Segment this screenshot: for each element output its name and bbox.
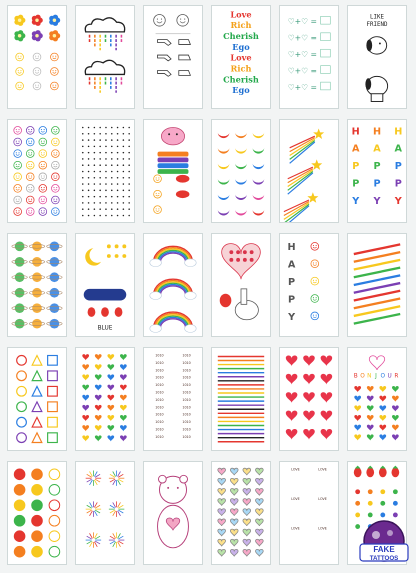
svg-text:Rich: Rich: [230, 20, 252, 31]
svg-text:1010: 1010: [182, 397, 191, 402]
svg-text:Y: Y: [373, 195, 381, 207]
svg-text:H: H: [394, 126, 403, 138]
svg-text:1010: 1010: [155, 405, 164, 410]
svg-text:1010: 1010: [155, 427, 164, 432]
svg-text:♡+♡ =: ♡+♡ =: [287, 82, 317, 92]
tattoo-card-bear: [143, 461, 203, 565]
svg-text:A: A: [287, 259, 296, 271]
svg-text:N: N: [367, 373, 372, 380]
fake-tattoos-logo: [356, 519, 412, 567]
svg-text:O: O: [360, 373, 365, 380]
svg-text:LIKE: LIKE: [370, 14, 384, 21]
svg-text:LOVE: LOVE: [291, 497, 300, 502]
tattoo-artwork: [76, 348, 134, 450]
svg-text:1010: 1010: [182, 383, 191, 388]
svg-text:1010: 1010: [155, 434, 164, 439]
tattoo-artwork: [348, 348, 406, 450]
svg-text:Ego: Ego: [232, 41, 250, 52]
svg-text:Ego: Ego: [232, 85, 250, 96]
tattoo-artwork: [8, 120, 66, 222]
tattoo-artwork: [144, 234, 202, 336]
svg-text:1010: 1010: [182, 405, 191, 410]
svg-text:1010: 1010: [182, 427, 191, 432]
tattoo-artwork: [76, 6, 134, 108]
svg-text:J: J: [375, 373, 377, 380]
tattoo-artwork: [212, 6, 270, 108]
tattoo-card-rainbow-stripes: [211, 347, 271, 451]
tattoo-card-red-hearts: [279, 347, 339, 451]
tattoo-card-planets: [7, 233, 67, 337]
svg-text:LOVE: LOVE: [318, 467, 327, 472]
svg-text:LOVE: LOVE: [291, 467, 300, 472]
tattoo-artwork: [348, 6, 406, 108]
svg-text:Love: Love: [230, 52, 252, 63]
svg-text:Y: Y: [288, 311, 296, 323]
tattoo-card-like-friend: [347, 5, 407, 109]
tattoo-artwork: [76, 120, 134, 222]
tattoo-artwork: [76, 234, 134, 336]
svg-text:Love: Love: [230, 9, 252, 20]
tattoo-artwork: [212, 348, 270, 450]
svg-text:Y: Y: [394, 195, 402, 207]
svg-text:B: B: [353, 373, 358, 380]
svg-text:1010: 1010: [155, 383, 164, 388]
tattoo-card-moon-stars: [75, 233, 135, 337]
svg-text:1010: 1010: [182, 390, 191, 395]
tattoo-artwork: [280, 120, 338, 222]
svg-text:1010: 1010: [182, 353, 191, 358]
tattoo-artwork: [8, 6, 66, 108]
svg-text:H: H: [372, 126, 382, 138]
svg-text:1010: 1010: [155, 390, 164, 395]
tattoo-card-doodles: [143, 5, 203, 109]
svg-text:Cherish: Cherish: [223, 31, 259, 42]
tattoo-artwork: [8, 234, 66, 336]
tattoo-artwork: [280, 234, 338, 336]
svg-text:Y: Y: [352, 195, 360, 207]
tattoo-card-shooting-stars: [279, 119, 339, 223]
tattoo-artwork: [348, 234, 406, 336]
tattoo-card-cake: [143, 119, 203, 223]
tattoo-card-faces-grid: [7, 119, 67, 223]
svg-text:A: A: [394, 143, 403, 155]
tattoo-artwork: [144, 120, 202, 222]
svg-text:1010: 1010: [182, 368, 191, 373]
svg-text:BLUE: BLUE: [97, 325, 113, 332]
svg-text:R: R: [394, 373, 399, 380]
tattoo-card-bonjour: [347, 347, 407, 451]
svg-text:1010: 1010: [155, 353, 164, 358]
svg-text:Rich: Rich: [230, 63, 252, 74]
svg-text:P: P: [373, 178, 381, 190]
tattoo-artwork: [212, 234, 270, 336]
svg-text:1010: 1010: [155, 360, 164, 365]
svg-text:A: A: [351, 143, 360, 155]
tattoo-artwork: [8, 348, 66, 450]
tattoo-artwork: [348, 120, 406, 222]
tattoo-card-heart-llama: [211, 233, 271, 337]
tattoo-card-tiny-text: [143, 347, 203, 451]
svg-text:1010: 1010: [155, 375, 164, 380]
tattoo-card-heart-math: [279, 5, 339, 109]
svg-text:1010: 1010: [182, 375, 191, 380]
svg-text:LOVE: LOVE: [318, 526, 327, 531]
svg-text:P: P: [288, 277, 296, 288]
tattoo-card-happy-faces: [279, 233, 339, 337]
tattoo-artwork: [280, 348, 338, 450]
tattoo-artwork: [8, 462, 66, 564]
svg-text:P: P: [373, 161, 381, 173]
svg-text:P: P: [394, 178, 402, 190]
svg-text:1010: 1010: [155, 368, 164, 373]
tattoo-card-happy-vertical: [347, 119, 407, 223]
svg-text:FRIEND: FRIEND: [366, 22, 388, 29]
svg-text:♡+♡ =: ♡+♡ =: [287, 50, 317, 60]
svg-text:U: U: [387, 373, 392, 380]
tattoo-artwork: [212, 462, 270, 564]
tattoo-card-flowers-smiles: [7, 5, 67, 109]
tattoo-card-rainbow-clouds: [143, 233, 203, 337]
svg-text:O: O: [380, 373, 386, 380]
tattoo-artwork: [212, 120, 270, 222]
tattoo-artwork: [280, 462, 338, 564]
svg-text:♡+♡ =: ♡+♡ =: [287, 66, 317, 76]
svg-text:1010: 1010: [182, 434, 191, 439]
svg-text:FAKE: FAKE: [373, 545, 395, 554]
svg-text:P: P: [288, 294, 296, 306]
svg-text:H: H: [287, 242, 296, 254]
svg-text:1010: 1010: [155, 420, 164, 425]
svg-text:H: H: [351, 126, 360, 138]
svg-text:♡+♡ =: ♡+♡ =: [287, 17, 317, 27]
tattoo-card-small-hearts: [75, 347, 135, 451]
svg-text:1010: 1010: [182, 420, 191, 425]
tattoo-card-rain-clouds: [75, 5, 135, 109]
tattoo-card-shapes-outline: [7, 347, 67, 451]
tattoo-card-dot-grid: [75, 119, 135, 223]
svg-text:P: P: [352, 178, 360, 190]
tattoo-card-pastel-hearts: [211, 461, 271, 565]
svg-text:LOVE: LOVE: [318, 497, 327, 502]
tattoo-card-dots-circles: [7, 461, 67, 565]
svg-text:TATTOOS: TATTOOS: [369, 555, 399, 562]
svg-text:P: P: [352, 161, 360, 173]
svg-text:P: P: [394, 161, 402, 173]
tattoo-artwork: [144, 348, 202, 450]
tattoo-artwork: [144, 6, 202, 108]
svg-text:1010: 1010: [182, 412, 191, 417]
tattoo-card-tiny-text: [279, 461, 339, 565]
svg-text:1010: 1010: [155, 397, 164, 402]
svg-text:LOVE: LOVE: [291, 526, 300, 531]
tattoo-card-fireworks: [75, 461, 135, 565]
tattoo-artwork: [144, 462, 202, 564]
tattoo-card-diagonal-lines: [347, 233, 407, 337]
svg-text:A: A: [373, 143, 381, 155]
tattoo-card-love-rich: [211, 5, 271, 109]
svg-text:Cherish: Cherish: [223, 74, 259, 85]
tattoo-artwork: [76, 462, 134, 564]
tattoo-artwork: [280, 6, 338, 108]
svg-text:1010: 1010: [182, 360, 191, 365]
tattoo-card-color-crescents: [211, 119, 271, 223]
svg-text:♡+♡ =: ♡+♡ =: [287, 33, 317, 43]
svg-text:1010: 1010: [155, 412, 164, 417]
